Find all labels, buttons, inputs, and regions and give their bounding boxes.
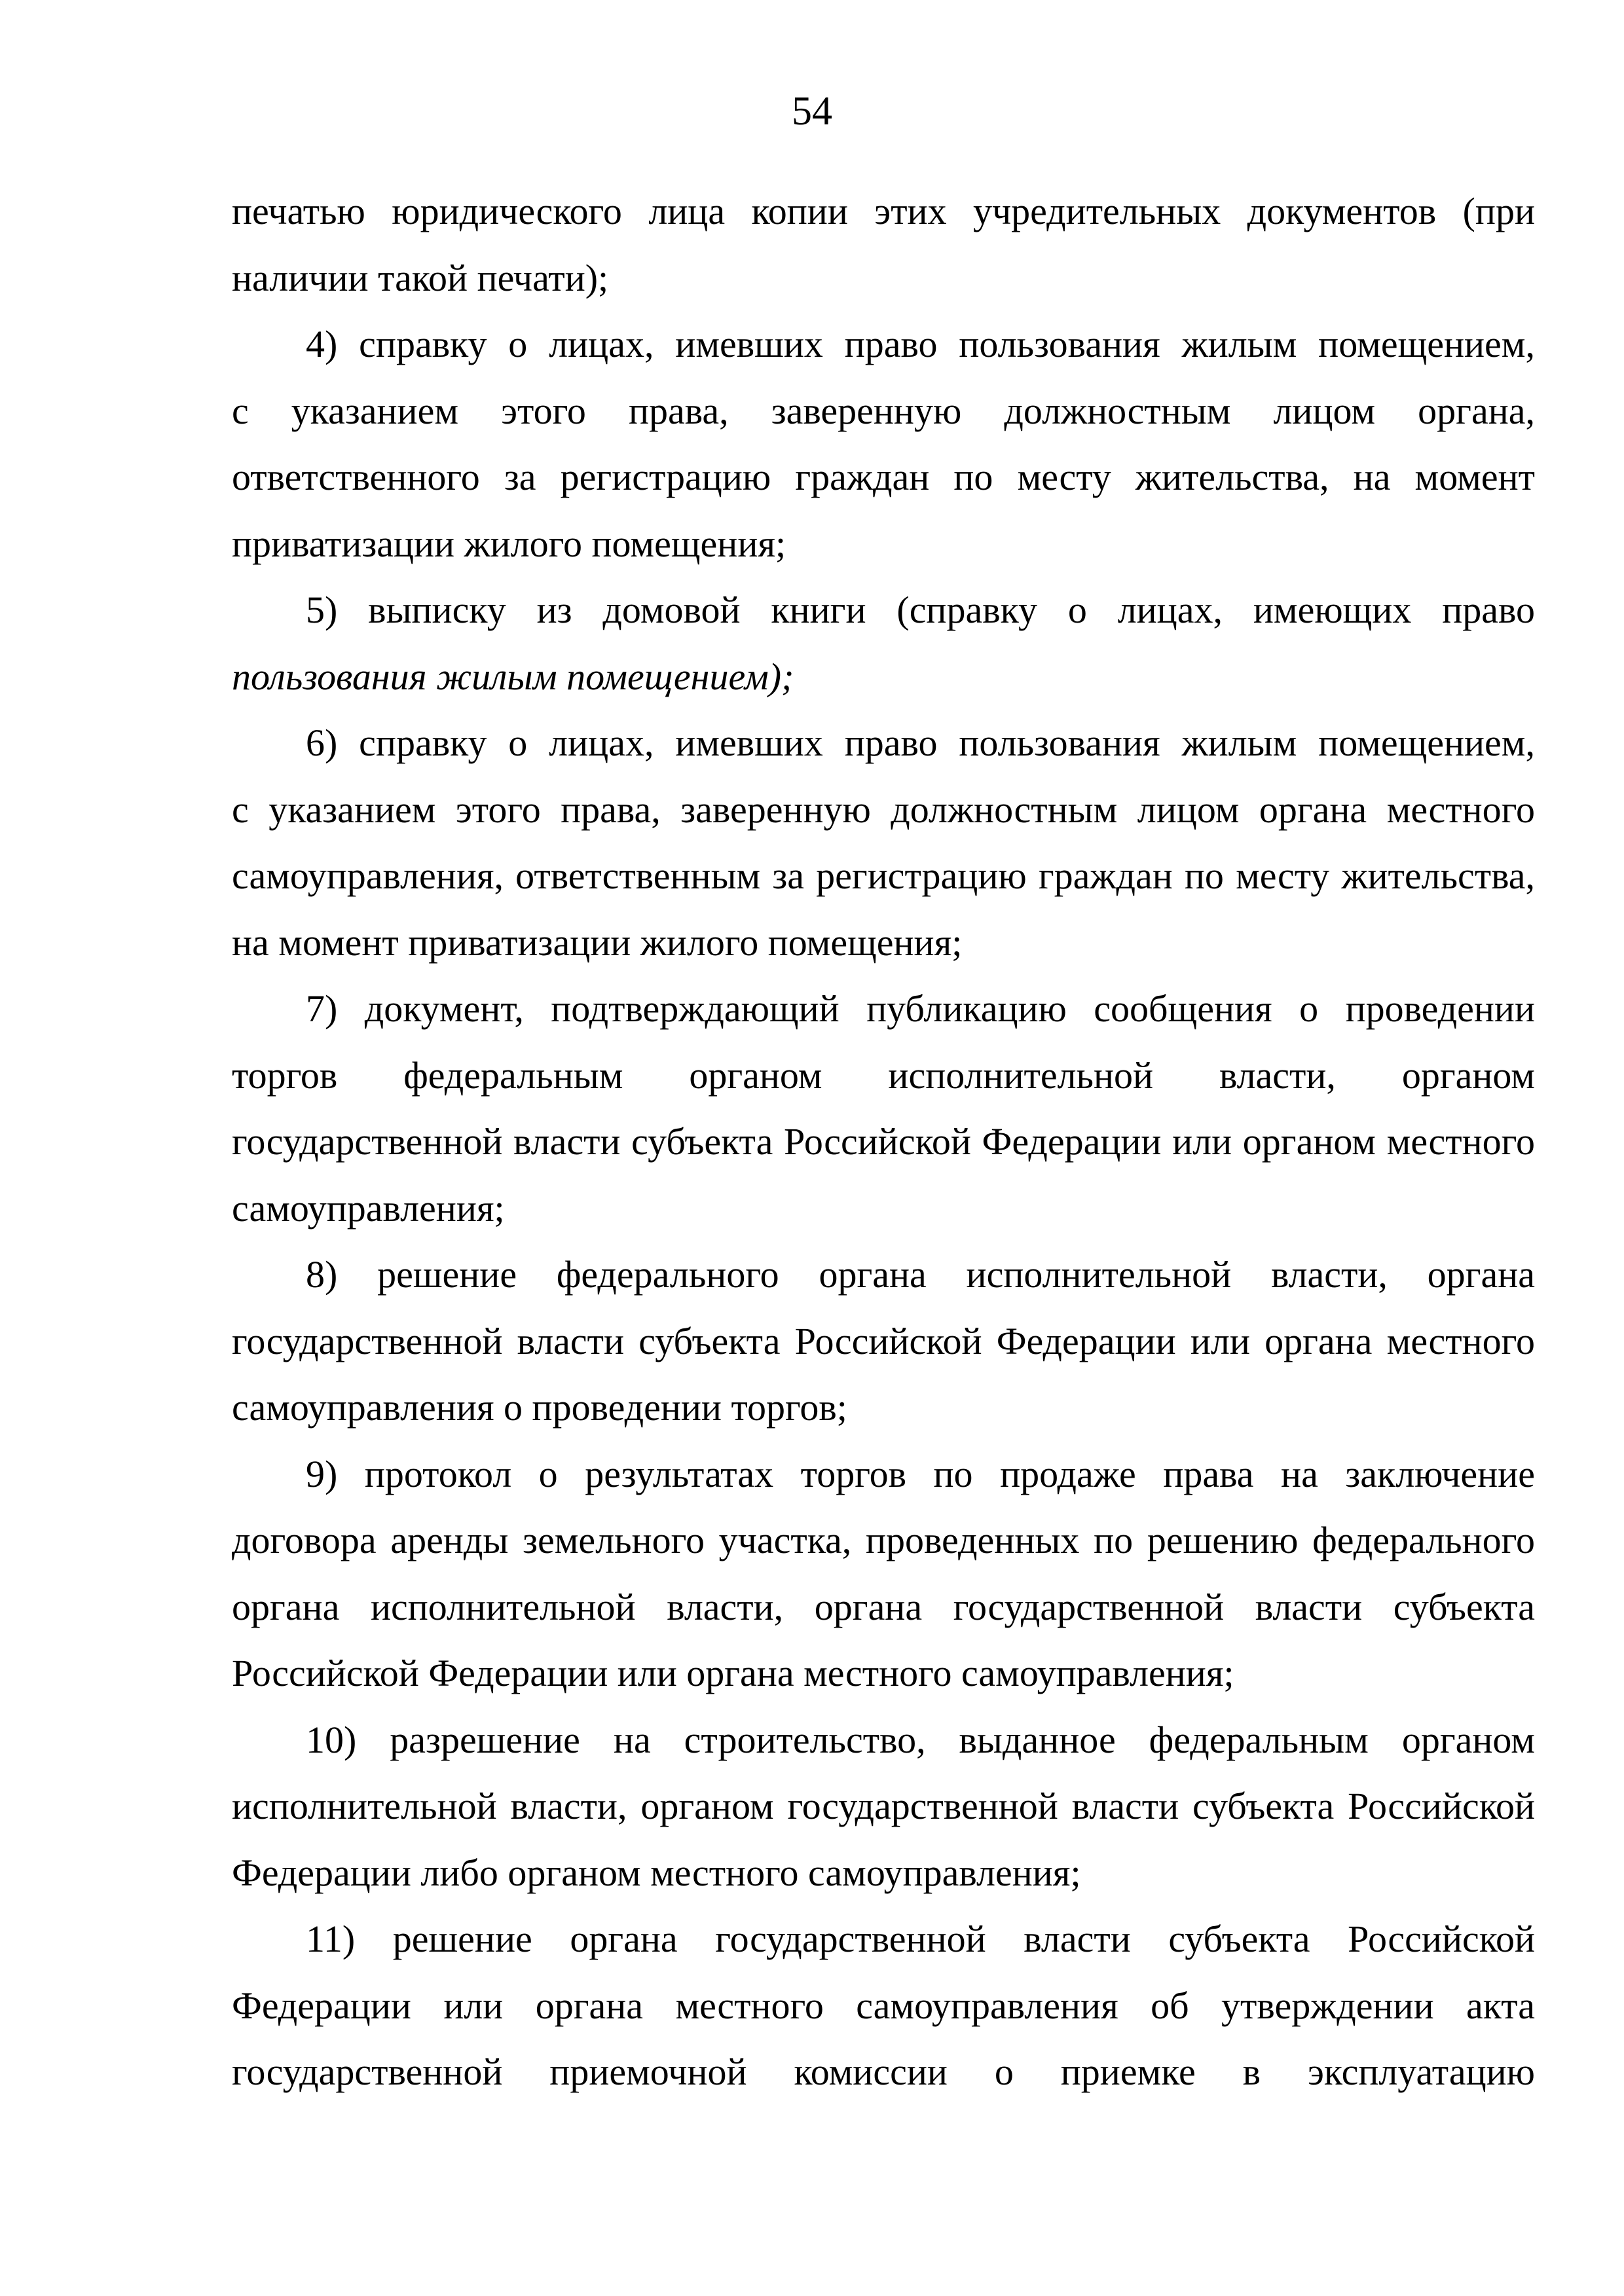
text-line: наличии такой печати); (232, 256, 609, 299)
text-line: 7) документ, подтверждающий публикацию сообщения о проведении (306, 987, 1535, 1030)
text-line: ответственного за регистрацию граждан по месту жительства, на момент (232, 456, 1535, 498)
text-line: Федерации либо органом местного самоуправления; (232, 1851, 1081, 1894)
text-line: исполнительной власти, органом государственной власти субъекта Российской (232, 1785, 1535, 1827)
list-item-10 (232, 1707, 1535, 1906)
text-line: 5) выписку из домовой книги (справку о лицах, имеющих право (306, 589, 1535, 631)
list-item-11 (232, 1906, 1535, 2105)
text-line: органа исполнительной власти, органа государственной власти субъекта (232, 1585, 1535, 1628)
text-line: с указанием этого права, заверенную должностным лицом органа, (232, 389, 1535, 432)
text-line: 8) решение федерального органа исполнительной власти, органа (306, 1253, 1535, 1296)
list-item-9 (232, 1441, 1535, 1707)
list-item-8 (232, 1241, 1535, 1441)
list-item-5 (232, 577, 1535, 710)
text-line: на момент приватизации жилого помещения; (232, 920, 963, 964)
text-line: приватизации жилого помещения; (232, 522, 786, 565)
text-line: 6) справку о лицах, имевших право пользования жилым помещением, (306, 721, 1535, 764)
list-item-6 (232, 710, 1535, 975)
paragraph-continuation (232, 178, 1535, 311)
text-line: самоуправления, ответственным за регистрацию граждан по месту жительства, (232, 854, 1535, 897)
text-line: самоуправления о проведении торгов; (232, 1386, 847, 1429)
text-line: государственной приемочной комиссии о приемке в эксплуатацию (232, 2050, 1535, 2093)
text-line: с указанием этого права, заверенную должностным лицом органа местного (232, 788, 1535, 831)
text-line: Федерации или органа местного самоуправления об утверждении акта (232, 1984, 1535, 2027)
text-line: государственной власти субъекта Российской Федерации или органом местного (232, 1120, 1535, 1163)
page-number: 54 (792, 89, 832, 134)
text-line: 11) решение органа государственной власти субъекта Российской (306, 1918, 1535, 1960)
text-line: печатью юридического лица копии этих учредительных документов (при (232, 190, 1535, 232)
text-line: договора аренды земельного участка, проведенных по решению федерального (232, 1519, 1535, 1561)
text-line: самоуправления; (232, 1186, 505, 1230)
text-line: Российской Федерации или органа местного самоуправления; (232, 1652, 1234, 1694)
text-line: торгов федеральным органом исполнительной власти, органом (232, 1053, 1535, 1097)
list-item-7 (232, 975, 1535, 1241)
document-body (232, 178, 1535, 2105)
text-line: 9) протокол о результатах торгов по продаже права на заключение (306, 1452, 1535, 1495)
text-line: 10) разрешение на строительство, выданное федеральным органом (306, 1718, 1535, 1761)
text-line: пользования жилым помещением); (232, 655, 794, 698)
text-line: государственной власти субъекта Российской Федерации или органа местного (232, 1319, 1535, 1362)
list-item-4 (232, 311, 1535, 577)
text-line: 4) справку о лицах, имевших право пользования жилым помещением, (306, 323, 1535, 365)
